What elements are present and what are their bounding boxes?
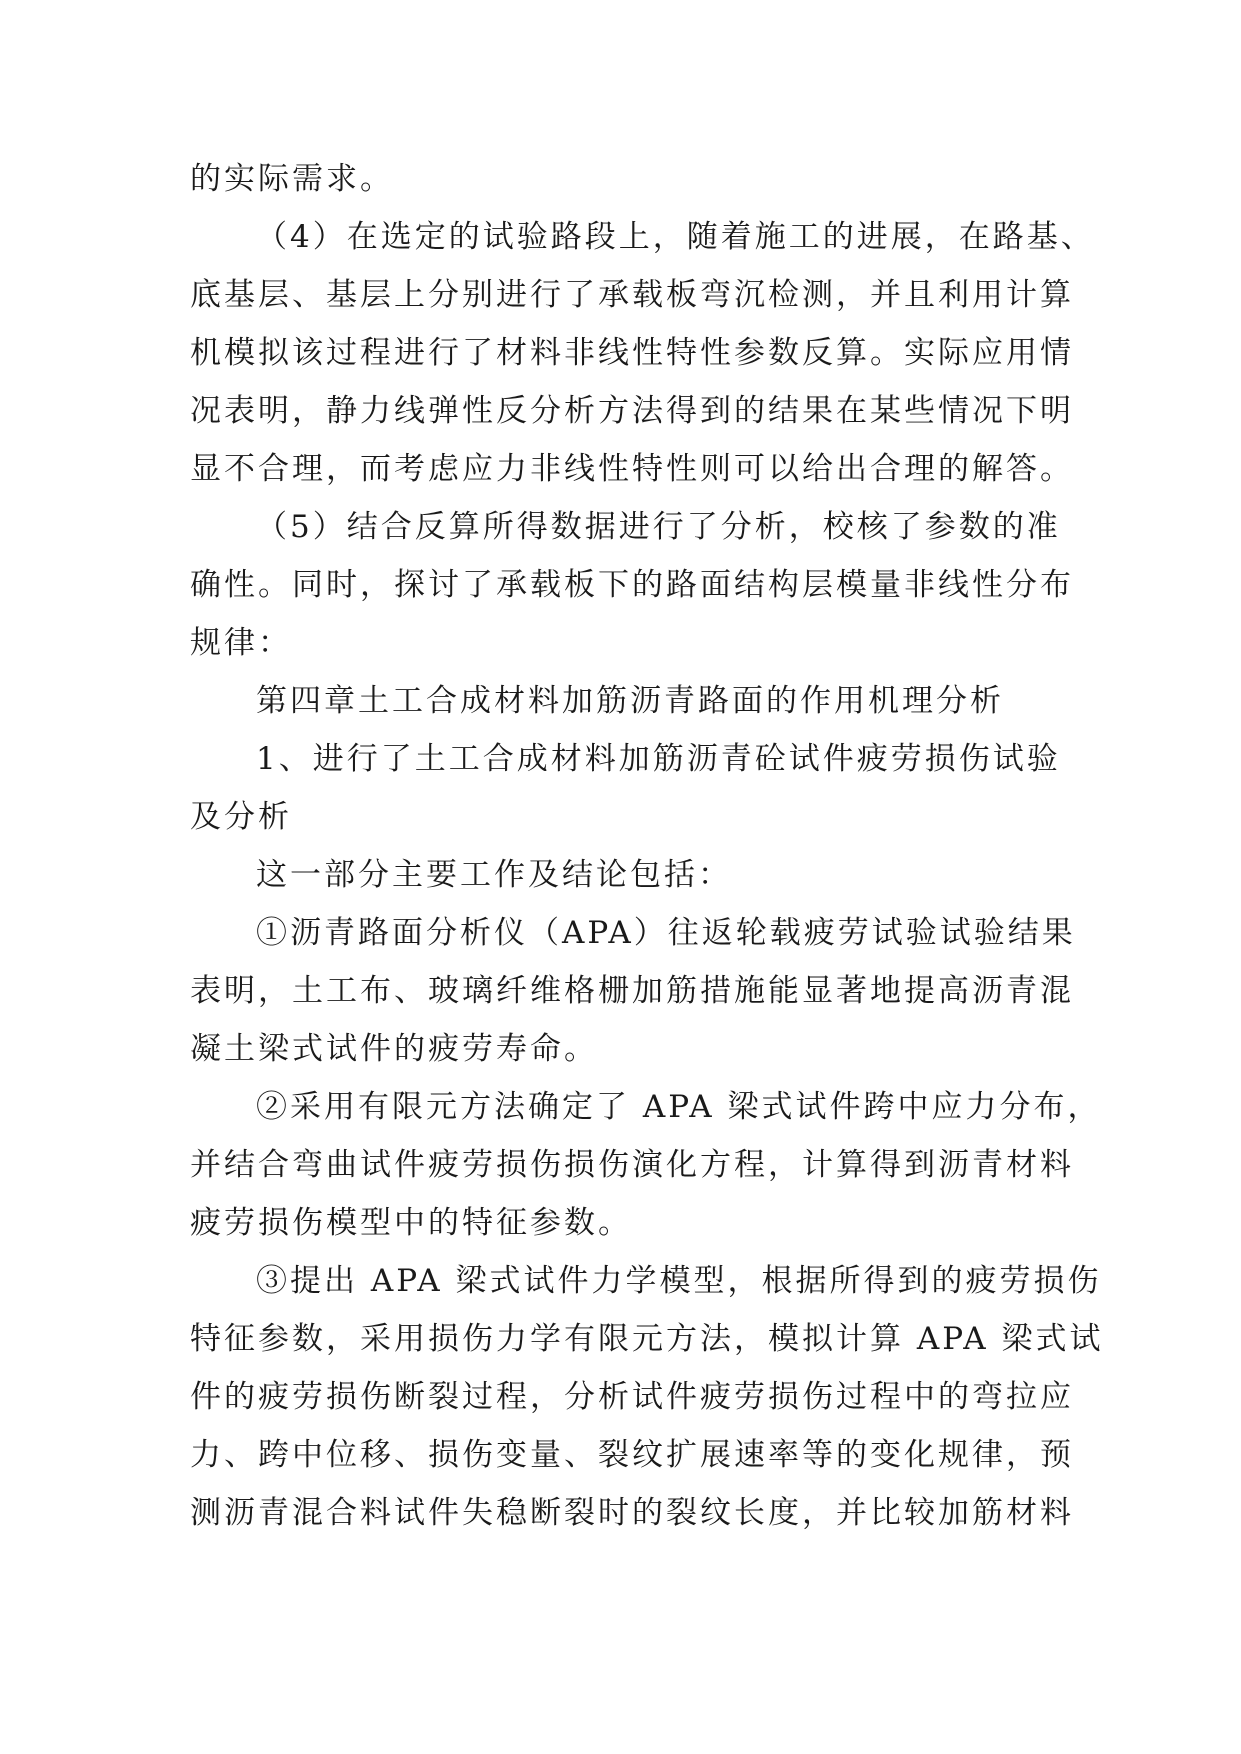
text-line: 力、跨中位移、损伤变量、裂纹扩展速率等的变化规律，预	[190, 1437, 1074, 1473]
text-line: 测沥青混合料试件失稳断裂时的裂纹长度，并比较加筋材料	[190, 1495, 1074, 1531]
section-heading: 第四章土工合成材料加筋沥青路面的作用机理分析	[256, 683, 1004, 719]
text-line: 1、进行了土工合成材料加筋沥青砼试件疲劳损伤试验	[256, 741, 1061, 777]
text-line: 凝土梁式试件的疲劳寿命。	[190, 1031, 598, 1067]
text-line: 表明，土工布、玻璃纤维格栅加筋措施能显著地提高沥青混	[190, 973, 1074, 1009]
document-page	[190, 150, 1104, 1542]
text-line: 底基层、基层上分别进行了承载板弯沉检测，并且利用计算	[190, 277, 1074, 313]
text-line: 疲劳损伤模型中的特征参数。	[190, 1205, 632, 1241]
text-line: （4）在选定的试验路段上，随着施工的进展，在路基、	[256, 219, 1095, 255]
text-line: 显不合理，而考虑应力非线性特性则可以给出合理的解答。	[190, 451, 1074, 487]
text-line: ③提出 APA 梁式试件力学模型，根据所得到的疲劳损伤	[256, 1263, 1102, 1299]
text-line: 机模拟该过程进行了材料非线性特性参数反算。实际应用情	[190, 335, 1074, 371]
paragraph-p8	[190, 1078, 1102, 1252]
paragraph-p1	[190, 150, 1070, 208]
text-line: 及分析	[190, 799, 292, 835]
paragraph-p7	[190, 904, 1076, 1078]
paragraph-p4-heading	[190, 672, 1070, 730]
text-line: 特征参数，采用损伤力学有限元方法，模拟计算 APA 梁式试	[190, 1321, 1104, 1357]
text-line: 况表明，静力线弹性反分析方法得到的结果在某些情况下明	[190, 393, 1074, 429]
text-line: 并结合弯曲试件疲劳损伤损伤演化方程，计算得到沥青材料	[190, 1147, 1074, 1183]
text-line: ②采用有限元方法确定了 APA 梁式试件跨中应力分布，	[256, 1089, 1102, 1125]
paragraph-p5	[190, 730, 1070, 846]
text-line: 规律：	[190, 625, 292, 661]
text-line: 件的疲劳损伤断裂过程，分析试件疲劳损伤过程中的弯拉应	[190, 1379, 1074, 1415]
paragraph-p3	[190, 498, 1074, 672]
text-line: 确性。同时，探讨了承载板下的路面结构层模量非线性分布	[190, 567, 1074, 603]
text-line: 这一部分主要工作及结论包括：	[256, 857, 732, 893]
text-line: ①沥青路面分析仪（APA）往返轮载疲劳试验试验结果	[256, 915, 1076, 951]
paragraph-p2	[190, 208, 1095, 498]
text-line: （5）结合反算所得数据进行了分析，校核了参数的准	[256, 509, 1061, 545]
paragraph-p9	[190, 1252, 1104, 1542]
text-line: 的实际需求。	[190, 161, 394, 197]
paragraph-p6	[190, 846, 1070, 904]
